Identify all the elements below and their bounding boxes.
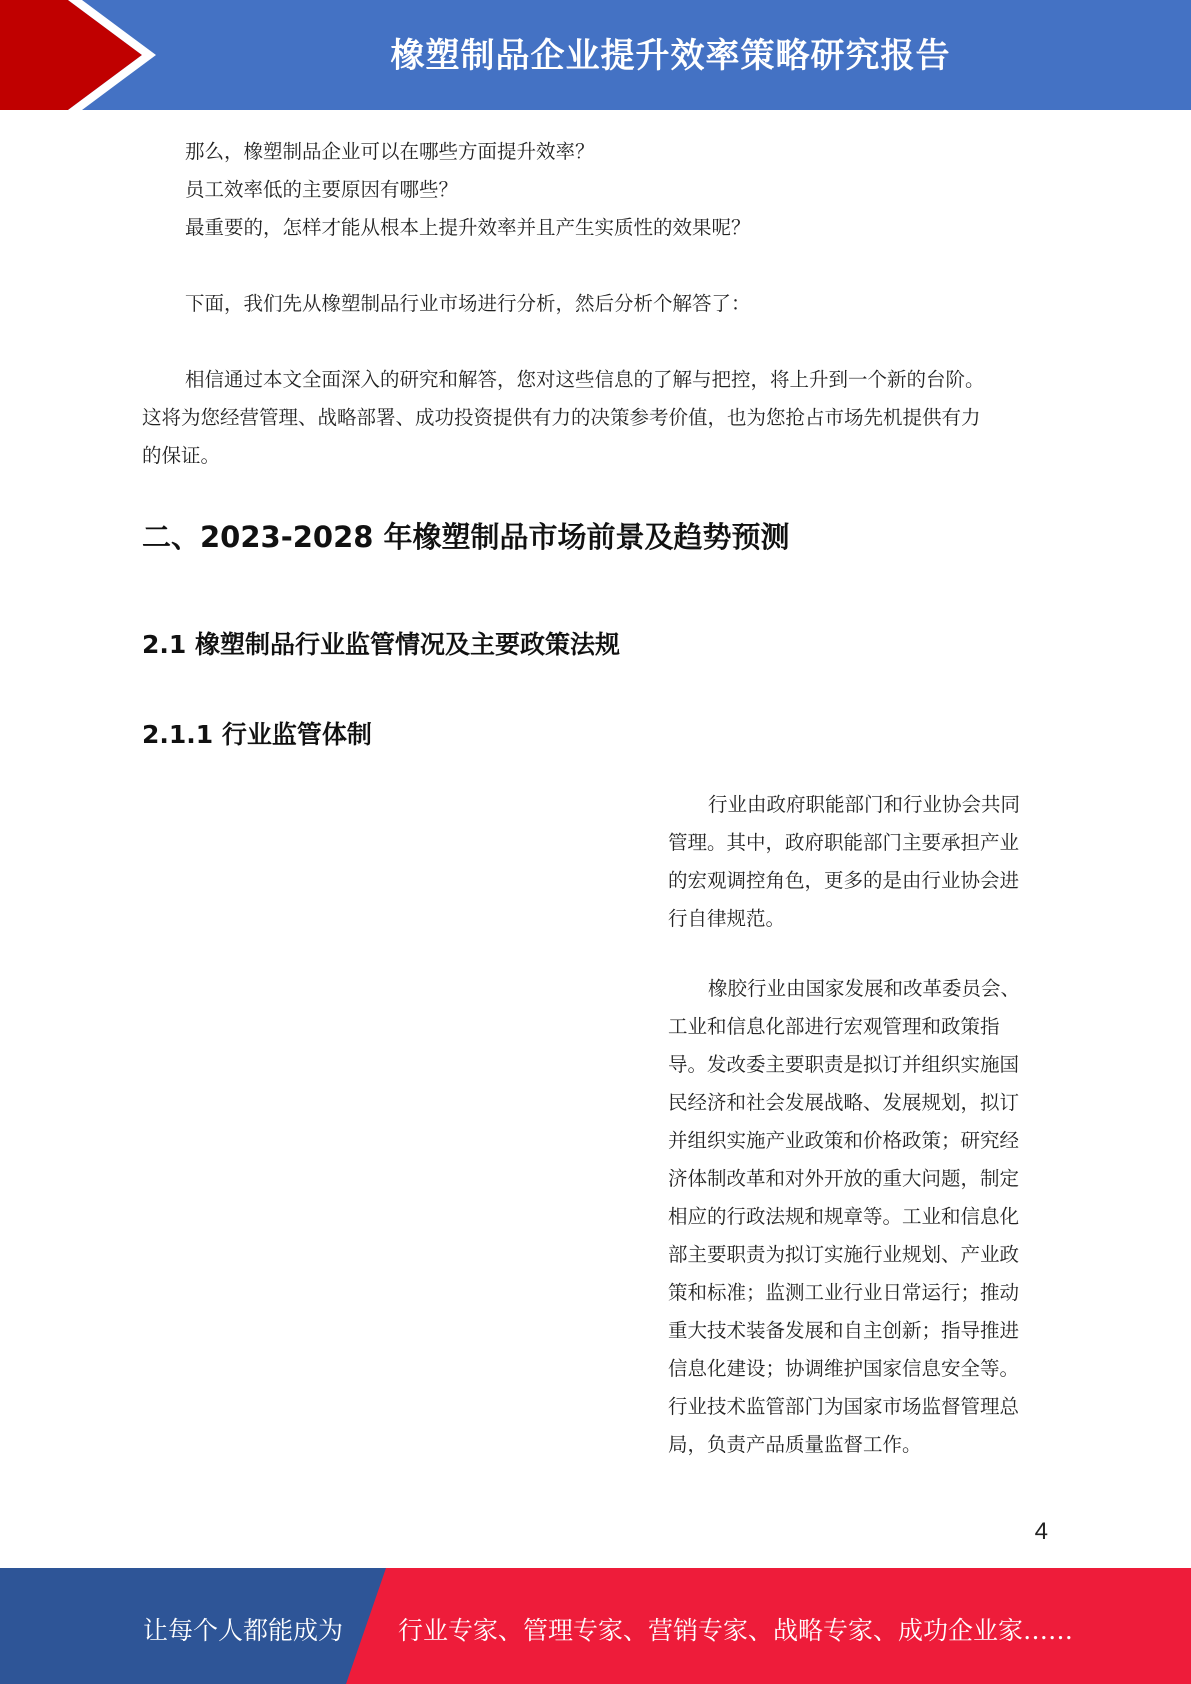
text-line: 行业由政府职能部门和行业协会共同 [708,793,1021,816]
subsubsection-heading: 2.1.1 行业监管体制 [142,720,372,749]
text-line: 行业技术监管部门为国家市场监督管理总 [668,1395,1020,1418]
text-line: 局，负责产品质量监督工作。 [668,1433,922,1456]
text-line: 信息化建设；协调维护国家信息安全等。 [668,1357,1020,1380]
text-line: 重大技术装备发展和自主创新；指导推进 [668,1319,1020,1342]
text-line: 橡胶行业由国家发展和改革委员会、 [708,977,1021,1000]
text-line: 部主要职责为拟订实施行业规划、产业政 [668,1243,1020,1266]
text-line: 导。发改委主要职责是拟订并组织实施国 [668,1053,1020,1076]
text-line: 民经济和社会发展战略、发展规划，拟订 [668,1091,1020,1114]
intro-paragraph-2-line-1: 相信通过本文全面深入的研究和解答，您对这些信息的了解与把控，将上升到一个新的台阶。 [185,368,985,391]
text-line: 策和标准；监测工业行业日常运行；推动 [668,1281,1020,1304]
document-title: 橡塑制品企业提升效率策略研究报告 [390,36,951,76]
text-line: 相应的行政法规和规章等。工业和信息化 [668,1205,1020,1228]
column-paragraph-1 [668,786,1058,938]
footer-slogan-right: 行业专家、管理专家、营销专家、战略专家、成功企业家…… [398,1616,1074,1645]
intro-question-2: 员工效率低的主要原因有哪些？ [185,178,459,201]
intro-paragraph-2-line-3: 的保证。 [142,444,221,467]
intro-question-1: 那么，橡塑制品企业可以在哪些方面提升效率？ [185,140,595,163]
header-chevron-decoration [0,0,160,110]
intro-paragraph-2-line-2: 这将为您经营管理、战略部署、成功投资提供有力的决策参考价值，也为您抢占市场先机提供有力 [142,406,981,429]
page-number: 4 [1034,1518,1048,1545]
footer-slogan-left: 让每个人都能成为 [143,1616,344,1645]
subsection-heading: 2.1 橡塑制品行业监管情况及主要政策法规 [142,630,620,659]
intro-question-3: 最重要的，怎样才能从根本上提升效率并且产生实质性的效果呢？ [185,216,751,239]
text-line: 工业和信息化部进行宏观管理和政策指 [668,1015,1000,1038]
header-band [0,0,1191,110]
text-line: 并组织实施产业政策和价格政策；研究经 [668,1129,1020,1152]
text-line: 管理。其中，政府职能部门主要承担产业 [668,831,1020,854]
text-line: 行自律规范。 [668,907,786,930]
text-line: 济体制改革和对外开放的重大问题，制定 [668,1167,1020,1190]
intro-paragraph-1: 下面，我们先从橡塑制品行业市场进行分析，然后分析个解答了： [185,292,751,315]
text-line: 的宏观调控角色，更多的是由行业协会进 [668,869,1020,892]
column-paragraph-2 [668,970,1058,1464]
section-heading: 二、2023-2028 年橡塑制品市场前景及趋势预测 [142,520,790,554]
